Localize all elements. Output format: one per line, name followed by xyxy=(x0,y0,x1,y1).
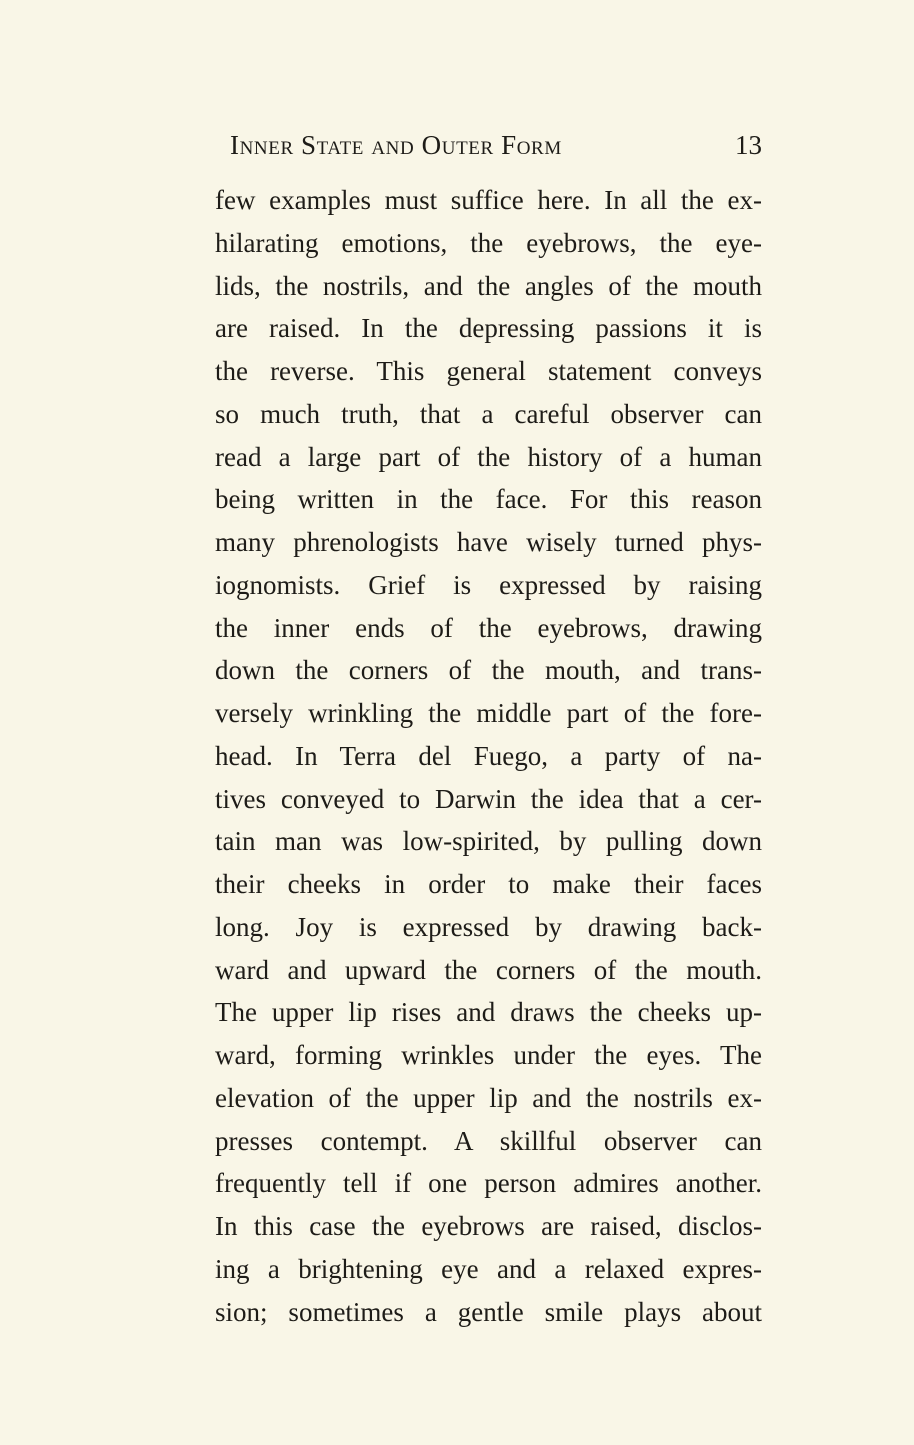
text-line: The upper lip rises and draws the cheeks up- xyxy=(215,997,762,1028)
running-title: Inner State and Outer Form xyxy=(230,130,562,160)
running-header xyxy=(230,130,762,166)
text-line: hilarating emotions, the eyebrows, the eye- xyxy=(215,227,762,258)
text-line: versely wrinkling the middle part of the fore- xyxy=(215,698,762,728)
text-line: ing a brightening eye and a relaxed expres- xyxy=(215,1253,762,1284)
text-line: few examples must suffice here. In all the ex- xyxy=(215,185,762,215)
text-line: the reverse. This general statement conveys xyxy=(215,356,762,386)
text-line: so much truth, that a careful observer can xyxy=(215,398,762,429)
page-number: 13 xyxy=(735,130,762,160)
body-text xyxy=(215,180,762,1334)
text-line: their cheeks in order to make their faces xyxy=(215,869,762,899)
text-line: are raised. In the depressing passions it is xyxy=(215,313,762,344)
text-line: being written in the face. For this reason xyxy=(215,484,762,515)
text-line: many phrenologists have wisely turned phys- xyxy=(215,527,762,557)
text-line: presses contempt. A skillful observer can xyxy=(215,1125,762,1156)
text-line: down the corners of the mouth, and trans- xyxy=(215,655,762,686)
text-line: In this case the eyebrows are raised, disclos- xyxy=(215,1211,762,1241)
text-line: frequently tell if one person admires another. xyxy=(215,1168,762,1199)
text-line: tain man was low-spirited, by pulling down xyxy=(215,826,762,857)
text-line: iognomists. Grief is expressed by raising xyxy=(215,569,762,600)
text-line: tives conveyed to Darwin the idea that a cer- xyxy=(215,783,762,814)
text-line: head. In Terra del Fuego, a party of na- xyxy=(215,740,762,771)
text-line: ward and upward the corners of the mouth. xyxy=(215,954,762,985)
text-line: the inner ends of the eyebrows, drawing xyxy=(215,612,762,643)
text-line: ward, forming wrinkles under the eyes. The xyxy=(215,1040,762,1070)
text-line: read a large part of the history of a human xyxy=(215,441,762,472)
text-line: lids, the nostrils, and the angles of the mouth xyxy=(215,270,762,301)
text-line: sion; sometimes a gentle smile plays about xyxy=(215,1296,762,1327)
text-line: elevation of the upper lip and the nostrils ex- xyxy=(215,1082,762,1113)
text-line: long. Joy is expressed by drawing back- xyxy=(215,911,762,942)
